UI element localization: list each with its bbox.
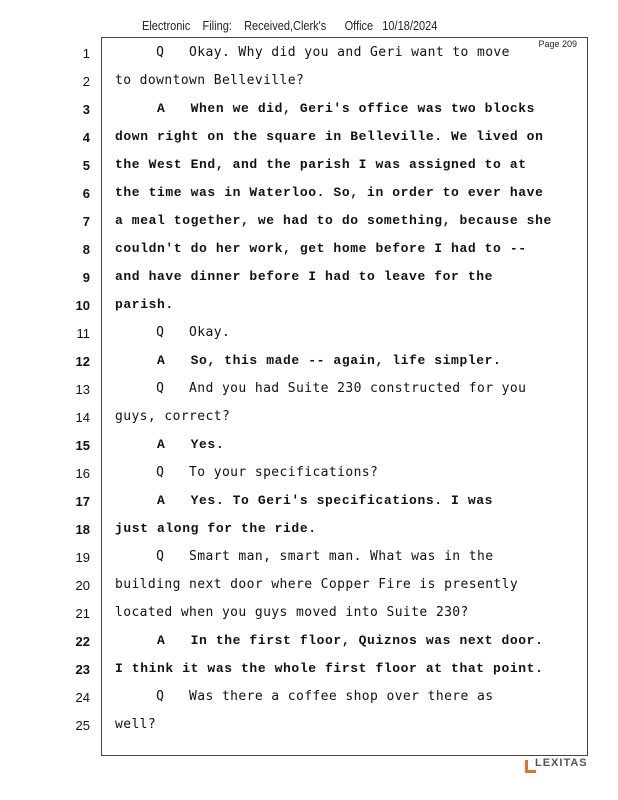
filing-header: Electronic Filing: Received,Clerk's Office 10/18/2024 (142, 19, 438, 33)
transcript-line (0, 264, 618, 292)
answer-text: the time was in Waterloo. So, in order to ever have (115, 185, 544, 200)
transcript-line (0, 320, 618, 348)
line-number: 23 (75, 662, 90, 677)
transcript-line (0, 600, 618, 628)
transcript-line (0, 656, 618, 684)
line-number: 25 (75, 718, 90, 733)
answer-text: down right on the square in Belleville. We lived on (115, 129, 544, 144)
line-number: 19 (75, 550, 90, 565)
transcript-line (0, 96, 618, 124)
answer-text: just along for the ride. (115, 521, 317, 536)
answer-text: A In the first floor, Quiznos was next door. (115, 633, 544, 648)
transcript-line (0, 460, 618, 488)
transcript-line (0, 180, 618, 208)
answer-text: couldn't do her work, get home before I had to -- (115, 241, 527, 256)
transcript-line (0, 684, 618, 712)
line-number: 4 (82, 130, 90, 145)
answer-text: parish. (115, 297, 174, 312)
transcript-line (0, 40, 618, 68)
answer-text: A When we did, Geri's office was two blocks (115, 101, 536, 116)
transcript-line (0, 628, 618, 656)
transcript-line (0, 236, 618, 264)
transcript-line (0, 208, 618, 236)
line-number: 6 (82, 186, 90, 201)
transcript-line (0, 152, 618, 180)
transcript-line (0, 488, 618, 516)
question-text: Q Was there a coffee shop over there as (115, 689, 494, 704)
transcript-line (0, 124, 618, 152)
answer-text: A Yes. (115, 437, 225, 452)
transcript-line (0, 516, 618, 544)
line-number: 1 (82, 46, 90, 61)
line-number: 13 (75, 382, 90, 397)
question-text: Q Smart man, smart man. What was in the (115, 549, 494, 564)
question-text: Q Okay. (115, 325, 231, 340)
line-number: 17 (75, 494, 90, 509)
question-text: Q And you had Suite 230 constructed for you (115, 381, 527, 396)
answer-text: I think it was the whole first floor at that point. (115, 661, 544, 676)
transcript-line (0, 348, 618, 376)
line-number: 11 (76, 326, 90, 341)
transcript-line (0, 544, 618, 572)
line-number: 8 (82, 242, 90, 257)
question-text: guys, correct? (115, 409, 231, 424)
page-number: Page 209 (538, 39, 577, 49)
answer-text: the West End, and the parish I was assigned to at (115, 157, 527, 172)
question-text: Q To your specifications? (115, 465, 379, 480)
question-text: located when you guys moved into Suite 230? (115, 605, 469, 620)
question-text: to downtown Belleville? (115, 73, 305, 88)
transcript-line (0, 572, 618, 600)
logo-text: LEXITAS (535, 757, 588, 769)
answer-text: and have dinner before I had to leave for the (115, 269, 494, 284)
line-number: 10 (75, 298, 90, 313)
transcript-line (0, 376, 618, 404)
line-number: 2 (82, 74, 90, 89)
line-number: 7 (82, 214, 90, 229)
transcript-line (0, 404, 618, 432)
line-number: 14 (75, 410, 90, 425)
line-number: 16 (75, 466, 90, 481)
line-number: 12 (75, 354, 90, 369)
line-number: 15 (75, 438, 90, 453)
transcript-line (0, 712, 618, 740)
line-number: 9 (82, 270, 90, 285)
line-number: 20 (75, 578, 90, 593)
answer-text: a meal together, we had to do something, because she (115, 213, 552, 228)
answer-text: A Yes. To Geri's specifications. I was (115, 493, 494, 508)
answer-text: A So, this made -- again, life simpler. (115, 353, 502, 368)
lexitas-logo (523, 757, 593, 777)
question-text: Q Okay. Why did you and Geri want to move (115, 45, 510, 60)
line-number: 21 (75, 606, 90, 621)
line-number: 5 (82, 158, 90, 173)
question-text: building next door where Copper Fire is presently (115, 577, 519, 592)
transcript-line (0, 432, 618, 460)
transcript-line (0, 68, 618, 96)
line-number: 24 (75, 690, 90, 705)
line-number: 3 (82, 102, 90, 117)
question-text: well? (115, 717, 157, 732)
transcript-line (0, 292, 618, 320)
line-number: 22 (75, 634, 90, 649)
line-number: 18 (75, 522, 90, 537)
